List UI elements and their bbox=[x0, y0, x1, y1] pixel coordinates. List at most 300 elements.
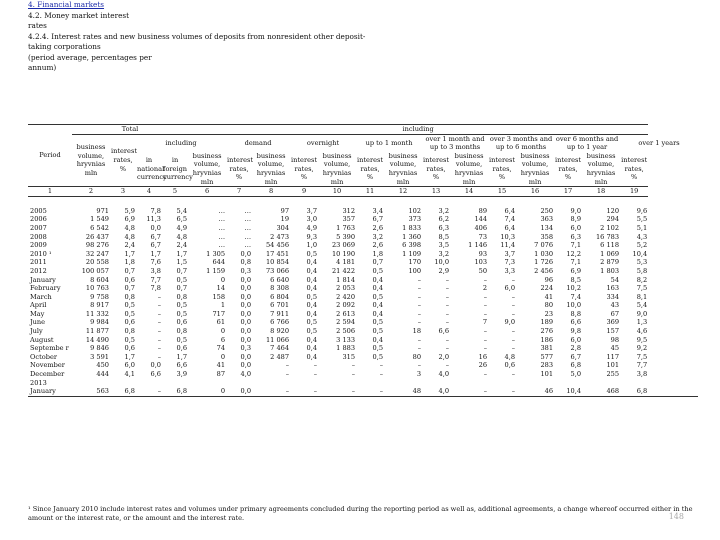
value-cell: 5,5 bbox=[636, 215, 648, 224]
value-cell: – bbox=[285, 387, 290, 396]
value-cell: – bbox=[445, 361, 450, 370]
value-cell: 163 bbox=[606, 284, 620, 293]
value-cell: 93 bbox=[478, 249, 488, 258]
table-row bbox=[28, 379, 698, 388]
value-cell: 7,5 bbox=[636, 352, 648, 361]
value-cell: 0,5 bbox=[176, 275, 188, 284]
business-volume-header: business volume, hryvnias mln bbox=[192, 151, 222, 186]
value-cell: – bbox=[351, 370, 356, 379]
table-row bbox=[28, 267, 698, 276]
value-cell: 0,0 bbox=[240, 284, 252, 293]
value-cell: 3 591 bbox=[90, 352, 109, 361]
value-cell: 11 332 bbox=[85, 309, 109, 318]
value-cell: 0,8 bbox=[176, 327, 188, 336]
value-cell: 0,4 bbox=[306, 266, 318, 275]
value-cell: 2 594 bbox=[336, 318, 356, 327]
value-cell: 6,0 bbox=[124, 361, 135, 370]
value-cell: … bbox=[244, 206, 252, 215]
value-cell: 0,3 bbox=[240, 344, 252, 353]
value-cell: 10,0 bbox=[434, 258, 450, 267]
value-cell: 3,7 bbox=[306, 206, 318, 215]
value-cell: 444 bbox=[96, 370, 109, 379]
value-cell: 1 814 bbox=[336, 275, 356, 284]
value-cell: 9 758 bbox=[90, 292, 109, 301]
value-cell: – bbox=[417, 335, 422, 344]
value-cell: 73 066 bbox=[265, 266, 290, 275]
value-cell: 2 613 bbox=[336, 309, 356, 318]
value-cell: 2 456 bbox=[534, 266, 554, 275]
value-cell: 45 bbox=[610, 344, 620, 353]
value-cell: 3,0 bbox=[306, 215, 318, 224]
value-cell: 46 bbox=[544, 387, 554, 396]
value-cell: … bbox=[244, 232, 252, 241]
value-cell: 8,5 bbox=[438, 232, 450, 241]
value-cell: – bbox=[157, 318, 161, 327]
value-cell: 1 360 bbox=[402, 232, 422, 241]
value-cell: 4,0 bbox=[240, 370, 252, 379]
value-cell: 11,4 bbox=[500, 241, 516, 250]
value-cell: 0,7 bbox=[124, 284, 135, 293]
value-cell: 4,0 bbox=[438, 387, 450, 396]
table-row bbox=[28, 310, 698, 319]
value-cell bbox=[252, 379, 290, 388]
interest-rates-header: interest rates, % bbox=[423, 156, 450, 182]
value-cell: 0,4 bbox=[306, 335, 318, 344]
value-cell: 6,7 bbox=[372, 215, 384, 224]
value-cell: 0,0 bbox=[240, 335, 252, 344]
value-cell: 0,5 bbox=[124, 301, 135, 310]
value-cell: – bbox=[511, 275, 516, 284]
value-cell: 0,7 bbox=[176, 266, 188, 275]
value-cell: 97 bbox=[280, 206, 290, 215]
value-cell: 186 bbox=[540, 335, 554, 344]
value-cell: 4,6 bbox=[636, 327, 648, 336]
table-row bbox=[28, 344, 698, 353]
value-cell: 7 bbox=[482, 318, 488, 327]
value-cell: – bbox=[445, 309, 450, 318]
value-cell: 4,1 bbox=[124, 370, 135, 379]
value-cell bbox=[162, 379, 188, 388]
value-cell: 89 bbox=[478, 206, 488, 215]
value-cell: 334 bbox=[606, 292, 620, 301]
value-cell: 17 451 bbox=[265, 249, 290, 258]
column-number: 2 bbox=[72, 187, 110, 197]
6-to-12-months-header: over 6 months and up to 1 year bbox=[555, 134, 619, 152]
value-cell: 50 bbox=[478, 266, 488, 275]
period-cell: October bbox=[30, 352, 57, 361]
value-cell: 9,0 bbox=[504, 318, 516, 327]
value-cell: 3,2 bbox=[438, 249, 450, 258]
value-cell: – bbox=[157, 344, 161, 353]
value-cell: – bbox=[417, 309, 422, 318]
table-row bbox=[28, 284, 698, 293]
value-cell: 7,4 bbox=[504, 215, 516, 224]
value-cell: 1 146 bbox=[468, 241, 488, 250]
value-cell: 7,1 bbox=[570, 258, 582, 267]
value-cell: 5,4 bbox=[176, 206, 188, 215]
business-volume-header: business volume, hryvnias mln bbox=[586, 151, 616, 186]
value-cell: 10 763 bbox=[85, 284, 109, 293]
value-cell: 1 883 bbox=[336, 344, 356, 353]
value-cell bbox=[290, 379, 318, 388]
value-cell: 6 bbox=[220, 335, 226, 344]
period-cell: January bbox=[30, 275, 56, 284]
value-cell: 0,5 bbox=[306, 249, 318, 258]
value-cell: 4,9 bbox=[176, 223, 188, 232]
value-cell: … bbox=[218, 232, 226, 241]
value-cell: 468 bbox=[606, 387, 620, 396]
header-line: 4.2. Money market interest bbox=[28, 10, 130, 20]
value-cell: 1 763 bbox=[336, 223, 356, 232]
value-cell: 4,8 bbox=[124, 223, 135, 232]
value-cell: 1,0 bbox=[306, 241, 318, 250]
period-cell: July bbox=[30, 327, 43, 336]
value-cell: 1,7 bbox=[124, 249, 135, 258]
value-cell: 971 bbox=[96, 206, 109, 215]
value-cell: 6,0 bbox=[504, 284, 516, 293]
interest-rates-header: interest rates, % bbox=[489, 156, 516, 182]
value-cell: 1,8 bbox=[124, 258, 135, 267]
value-cell: 7,1 bbox=[570, 241, 582, 250]
value-cell: 102 bbox=[408, 206, 422, 215]
value-cell: 7,5 bbox=[636, 284, 648, 293]
value-cell: 41 bbox=[216, 361, 226, 370]
value-cell: 6 701 bbox=[270, 301, 290, 310]
period-cell: 2005 bbox=[30, 206, 47, 215]
value-cell: 1 069 bbox=[600, 249, 620, 258]
value-cell: 6,6 bbox=[438, 327, 450, 336]
table-row bbox=[28, 276, 698, 285]
value-cell: – bbox=[445, 275, 450, 284]
value-cell: … bbox=[218, 206, 226, 215]
value-cell: 563 bbox=[96, 387, 109, 396]
header-line: rates bbox=[28, 21, 47, 30]
value-cell: 6,6 bbox=[150, 370, 161, 379]
value-cell: 0,7 bbox=[176, 284, 188, 293]
value-cell: 6,0 bbox=[570, 335, 582, 344]
value-cell: 577 bbox=[540, 352, 554, 361]
value-cell: 9,2 bbox=[636, 344, 648, 353]
value-cell: 8,2 bbox=[636, 275, 648, 284]
column-number: 10 bbox=[318, 187, 356, 197]
value-cell: 2,8 bbox=[570, 344, 582, 353]
including-subheader: including bbox=[165, 138, 197, 147]
value-cell: 6,3 bbox=[570, 232, 582, 241]
table-row bbox=[28, 293, 698, 302]
value-cell: 0,4 bbox=[372, 309, 384, 318]
column-number: 12 bbox=[384, 187, 422, 197]
value-cell: 0,6 bbox=[124, 344, 135, 353]
value-cell: 14 490 bbox=[85, 335, 109, 344]
value-cell: 5,8 bbox=[636, 266, 648, 275]
value-cell: 0,5 bbox=[124, 309, 135, 318]
value-cell: 255 bbox=[606, 370, 620, 379]
value-cell: – bbox=[417, 344, 422, 353]
demand-header: demand bbox=[244, 138, 272, 147]
value-cell: – bbox=[511, 387, 516, 396]
value-cell: – bbox=[157, 309, 161, 318]
header-line: taking corporations bbox=[28, 42, 101, 51]
value-cell: – bbox=[483, 387, 488, 396]
value-cell: 294 bbox=[606, 215, 620, 224]
period-cell: Septembe r bbox=[30, 344, 69, 353]
column-number: 3 bbox=[110, 187, 136, 197]
value-cell: 10,3 bbox=[500, 232, 516, 241]
value-cell: 2 102 bbox=[600, 223, 620, 232]
value-cell: 7 464 bbox=[270, 344, 290, 353]
value-cell: – bbox=[417, 292, 422, 301]
value-cell: 6,5 bbox=[176, 215, 188, 224]
value-cell: 0,5 bbox=[372, 352, 384, 361]
value-cell: 6,8 bbox=[636, 387, 648, 396]
value-cell: 0,5 bbox=[306, 327, 318, 336]
header-line: annum) bbox=[28, 63, 57, 72]
value-cell: 0 bbox=[220, 352, 226, 361]
value-cell: – bbox=[157, 335, 161, 344]
column-number: 7 bbox=[226, 187, 252, 197]
value-cell: 6,4 bbox=[504, 223, 516, 232]
value-cell: 6 398 bbox=[402, 241, 422, 250]
value-cell: 0,5 bbox=[372, 344, 384, 353]
value-cell: 0,6 bbox=[504, 361, 516, 370]
period-cell: August bbox=[30, 335, 54, 344]
value-cell: 3,7 bbox=[504, 249, 516, 258]
business-volume-header: business volume, hryvnias mln bbox=[388, 151, 418, 186]
value-cell: 8 920 bbox=[270, 327, 290, 336]
overnight-header: overnight bbox=[306, 138, 340, 147]
value-cell: 6 640 bbox=[270, 275, 290, 284]
value-cell bbox=[72, 379, 110, 388]
value-cell: 0,0 bbox=[240, 361, 252, 370]
value-cell: – bbox=[417, 318, 422, 327]
value-cell: 358 bbox=[540, 232, 554, 241]
value-cell: 3,8 bbox=[636, 370, 648, 379]
value-cell: – bbox=[483, 327, 488, 336]
value-cell: 1 159 bbox=[206, 266, 226, 275]
value-cell: – bbox=[445, 318, 450, 327]
value-cell: 0,4 bbox=[372, 275, 384, 284]
period-cell: January bbox=[30, 387, 56, 396]
value-cell: – bbox=[417, 361, 422, 370]
value-cell: 157 bbox=[606, 327, 620, 336]
value-cell: 0,4 bbox=[306, 301, 318, 310]
value-cell: 6 118 bbox=[600, 241, 620, 250]
value-cell: 5,9 bbox=[124, 206, 135, 215]
value-cell: 0,0 bbox=[150, 223, 161, 232]
value-cell: 6 766 bbox=[270, 318, 290, 327]
table-row bbox=[28, 353, 698, 362]
value-cell: 0,6 bbox=[176, 318, 188, 327]
value-cell: 0,0 bbox=[240, 318, 252, 327]
value-cell: 2 bbox=[482, 284, 488, 293]
value-cell: 2,6 bbox=[372, 241, 384, 250]
value-cell: – bbox=[417, 275, 422, 284]
value-cell: 14 bbox=[216, 284, 226, 293]
value-cell: 158 bbox=[212, 292, 226, 301]
period-cell: 2009 bbox=[30, 241, 47, 250]
value-cell: – bbox=[351, 361, 356, 370]
value-cell: 73 bbox=[478, 232, 488, 241]
value-cell: 283 bbox=[540, 361, 554, 370]
section-link[interactable]: 4. Financial markets bbox=[28, 0, 105, 9]
value-cell: 2 487 bbox=[270, 352, 290, 361]
value-cell: 134 bbox=[540, 223, 554, 232]
value-cell: 0,5 bbox=[306, 292, 318, 301]
value-cell: – bbox=[417, 284, 422, 293]
period-cell: May bbox=[30, 309, 45, 318]
value-cell: 315 bbox=[342, 352, 356, 361]
value-cell: 4,8 bbox=[504, 352, 516, 361]
value-cell: 16 783 bbox=[595, 232, 620, 241]
value-cell: 6,9 bbox=[570, 266, 582, 275]
value-cell: 2 506 bbox=[336, 327, 356, 336]
value-cell: 6,7 bbox=[150, 232, 161, 241]
value-cell: 6,8 bbox=[176, 387, 188, 396]
value-cell: – bbox=[157, 387, 161, 396]
value-cell: 8,5 bbox=[570, 275, 582, 284]
value-cell: 357 bbox=[342, 215, 356, 224]
1-to-3-months-header: over 1 month and up to 3 months bbox=[425, 134, 485, 152]
value-cell: … bbox=[218, 241, 226, 250]
value-cell: 6,7 bbox=[570, 352, 582, 361]
value-cell: 9,0 bbox=[636, 309, 648, 318]
value-cell: 117 bbox=[606, 352, 620, 361]
value-cell: 1 bbox=[220, 301, 226, 310]
period-cell: 2008 bbox=[30, 232, 47, 241]
table-row bbox=[28, 327, 698, 336]
interest-rates-header: interest rates, % bbox=[357, 156, 384, 182]
value-cell: 1 030 bbox=[534, 249, 554, 258]
value-cell: 6,9 bbox=[124, 215, 135, 224]
column-number: 6 bbox=[188, 187, 226, 197]
table-row bbox=[28, 215, 698, 224]
value-cell: 0 bbox=[220, 387, 226, 396]
value-cell: – bbox=[313, 370, 318, 379]
period-cell: November bbox=[30, 361, 65, 370]
value-cell: 6,3 bbox=[438, 223, 450, 232]
page-header bbox=[28, 0, 388, 74]
value-cell: 0,6 bbox=[176, 344, 188, 353]
value-cell: 7,4 bbox=[570, 292, 582, 301]
value-cell: 4,8 bbox=[176, 232, 188, 241]
value-cell: 0,0 bbox=[240, 327, 252, 336]
value-cell: – bbox=[511, 292, 516, 301]
value-cell: 8,9 bbox=[570, 215, 582, 224]
value-cell: – bbox=[445, 335, 450, 344]
value-cell: 7,8 bbox=[150, 284, 161, 293]
value-cell: 96 bbox=[544, 275, 554, 284]
value-cell: – bbox=[445, 344, 450, 353]
value-cell: – bbox=[445, 301, 450, 310]
interest-rates-header: interest rates, % bbox=[555, 156, 582, 182]
period-cell: February bbox=[30, 284, 61, 293]
value-cell: 41 bbox=[544, 292, 554, 301]
value-cell: 98 276 bbox=[85, 241, 109, 250]
table-row bbox=[28, 224, 698, 233]
value-cell: 43 bbox=[610, 301, 620, 310]
value-cell: 10 854 bbox=[265, 258, 290, 267]
value-cell: – bbox=[285, 361, 290, 370]
value-cell: 8 604 bbox=[90, 275, 109, 284]
column-number: 19 bbox=[620, 187, 648, 197]
value-cell: 5,3 bbox=[636, 258, 648, 267]
value-cell: 9,5 bbox=[636, 335, 648, 344]
period-cell: April bbox=[30, 301, 47, 310]
value-cell: – bbox=[157, 292, 161, 301]
including-group-header: including bbox=[188, 125, 648, 135]
value-cell: – bbox=[445, 292, 450, 301]
value-cell: 6 804 bbox=[270, 292, 290, 301]
value-cell: 21 422 bbox=[331, 266, 356, 275]
value-cell: 6,4 bbox=[504, 206, 516, 215]
spacer-row bbox=[28, 196, 698, 207]
value-cell: – bbox=[379, 370, 384, 379]
value-cell: 0,4 bbox=[306, 344, 318, 353]
period-cell: 2006 bbox=[30, 215, 47, 224]
value-cell: 0,0 bbox=[240, 292, 252, 301]
in-foreign-header: in foreign currency bbox=[163, 156, 193, 182]
value-cell: 373 bbox=[408, 215, 422, 224]
value-cell: 0,4 bbox=[306, 284, 318, 293]
value-cell: 406 bbox=[474, 223, 488, 232]
value-cell: 2,4 bbox=[176, 241, 188, 250]
value-cell: – bbox=[285, 370, 290, 379]
value-cell: – bbox=[483, 344, 488, 353]
value-cell: 2 420 bbox=[336, 292, 356, 301]
value-cell: 4 181 bbox=[336, 258, 356, 267]
value-cell: 7 911 bbox=[270, 309, 290, 318]
value-cell: – bbox=[483, 309, 488, 318]
column-number: 8 bbox=[252, 187, 290, 197]
table-row bbox=[28, 387, 698, 396]
value-cell: 1,7 bbox=[150, 249, 161, 258]
value-cell: 3,4 bbox=[372, 206, 384, 215]
value-cell: 224 bbox=[540, 284, 554, 293]
value-cell: 61 bbox=[216, 318, 226, 327]
value-cell: 80 bbox=[544, 301, 554, 310]
table-row bbox=[28, 336, 698, 345]
value-cell: 23 069 bbox=[331, 241, 356, 250]
value-cell: 6,7 bbox=[150, 241, 161, 250]
value-cell: 8,8 bbox=[570, 309, 582, 318]
value-cell: 11 877 bbox=[85, 327, 109, 336]
value-cell: – bbox=[511, 301, 516, 310]
value-cell: 10,2 bbox=[566, 284, 582, 293]
value-cell: 0,0 bbox=[240, 301, 252, 310]
value-cell: 1 833 bbox=[402, 223, 422, 232]
value-cell: 0,0 bbox=[240, 309, 252, 318]
value-cell bbox=[516, 379, 554, 388]
value-cell: 0,0 bbox=[150, 361, 161, 370]
value-cell bbox=[554, 379, 582, 388]
value-cell bbox=[356, 379, 384, 388]
value-cell: 9 846 bbox=[90, 344, 109, 353]
value-cell: 4,8 bbox=[124, 232, 135, 241]
value-cell: 2,6 bbox=[372, 223, 384, 232]
value-cell: 0,0 bbox=[240, 352, 252, 361]
value-cell: 74 bbox=[216, 344, 226, 353]
value-cell: 0,7 bbox=[124, 266, 135, 275]
value-cell: 381 bbox=[540, 344, 554, 353]
value-cell: 7,7 bbox=[150, 275, 161, 284]
value-cell: 6,0 bbox=[570, 223, 582, 232]
value-cell: 189 bbox=[540, 318, 554, 327]
value-cell: 0,0 bbox=[240, 275, 252, 284]
value-cell bbox=[110, 379, 136, 388]
header-line: (period average, percentages per bbox=[28, 52, 152, 62]
value-cell: 2 092 bbox=[336, 301, 356, 310]
table-row bbox=[28, 250, 698, 259]
